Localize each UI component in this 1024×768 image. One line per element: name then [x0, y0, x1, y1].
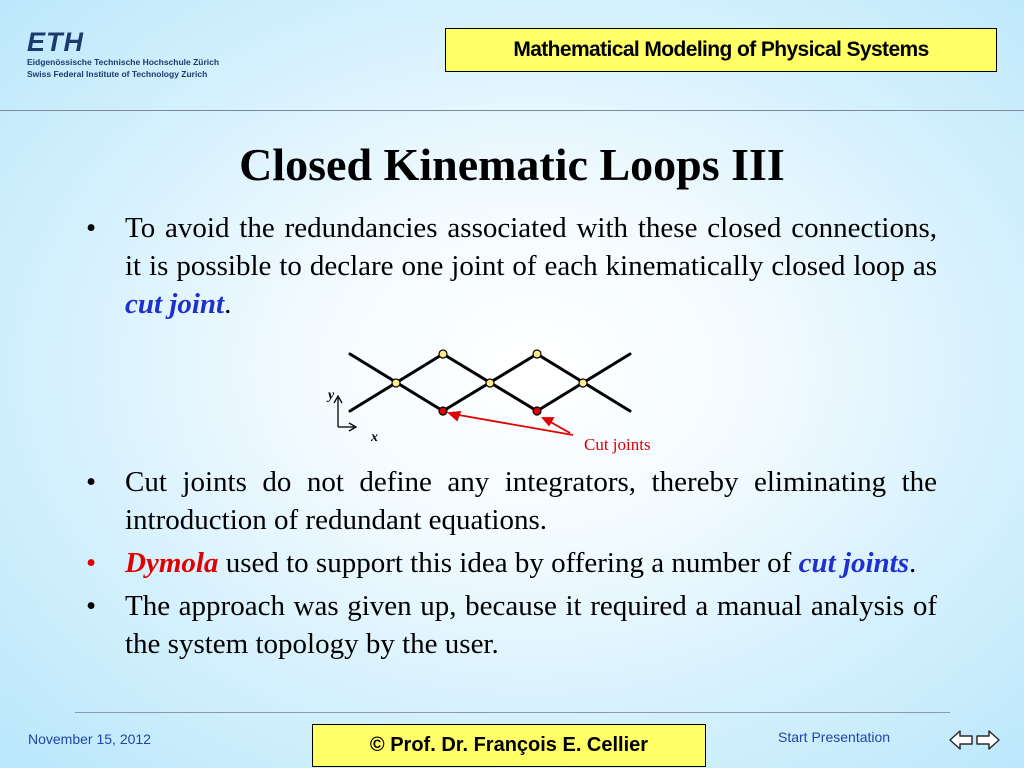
footer-author: © Prof. Dr. François E. Cellier — [369, 734, 649, 756]
bullet-emphasis: cut joint — [125, 288, 225, 320]
joint-marker — [533, 350, 541, 358]
bullet-text: used to support this idea by offering a number of — [218, 547, 799, 579]
kinematic-loop-diagram — [320, 340, 700, 458]
cut-joint-marker — [439, 407, 447, 415]
bullet-emphasis-red: Dymola — [125, 547, 219, 579]
cut-joint-marker — [533, 407, 541, 415]
annotation-arrowhead — [449, 412, 460, 420]
eth-logo — [27, 28, 267, 80]
bullet-item-4 — [86, 587, 937, 663]
bullet-emphasis: cut joints — [798, 547, 909, 579]
bullet-list-top — [86, 209, 937, 328]
bullet-item-3 — [86, 544, 937, 582]
bullet-tail: . — [224, 288, 232, 320]
bullet-text: The approach was given up, because it required a manual analysis of the system topology by the user. — [125, 590, 937, 660]
footer-author-box — [312, 724, 706, 767]
bullet-text: Cut joints do not define any integrators, thereby eliminating the introduction of redundant equations. — [125, 466, 937, 536]
course-title-box — [445, 28, 997, 72]
bullet-item-2 — [86, 463, 937, 539]
bullet-dot: • — [86, 547, 97, 579]
course-title: Mathematical Modeling of Physical Systems — [513, 38, 929, 61]
bullet-dot: • — [86, 590, 97, 622]
bullet-list-bottom — [86, 463, 937, 668]
joint-marker — [579, 379, 587, 387]
header-divider — [0, 110, 1024, 111]
eth-logo-line-german: Eidgenössische Technische Hochschule Zürich — [27, 57, 220, 67]
bullet-text: To avoid the redundancies associated with these closed connections, it is possible to declare one joint of each kinematically closed loop as — [125, 212, 937, 282]
previous-slide-arrow-icon[interactable] — [948, 728, 974, 752]
cut-joints-label: Cut joints — [584, 435, 651, 454]
axis-y-label: y — [328, 388, 335, 403]
coordinate-axes — [334, 396, 356, 431]
bullet-tail: . — [909, 547, 917, 579]
joint-marker — [392, 379, 400, 387]
next-slide-arrow-icon[interactable] — [975, 728, 1001, 752]
joint-marker — [486, 379, 494, 387]
eth-logo-mark: ETH — [27, 27, 84, 57]
axis-x-label: x — [371, 430, 378, 445]
footer-date: November 15, 2012 — [28, 731, 151, 747]
joint-marker — [439, 350, 447, 358]
slide-title: Closed Kinematic Loops III — [239, 139, 785, 190]
slide-navigation — [948, 728, 1001, 752]
footer-divider — [75, 712, 950, 713]
eth-logo-line-english: Swiss Federal Institute of Technology Zurich — [27, 69, 208, 79]
bullet-dot: • — [86, 212, 97, 244]
start-presentation-link[interactable]: Start Presentation — [778, 729, 891, 745]
annotation-arrowhead — [543, 418, 553, 425]
bullet-item-1 — [86, 209, 937, 323]
bullet-dot: • — [86, 466, 97, 498]
